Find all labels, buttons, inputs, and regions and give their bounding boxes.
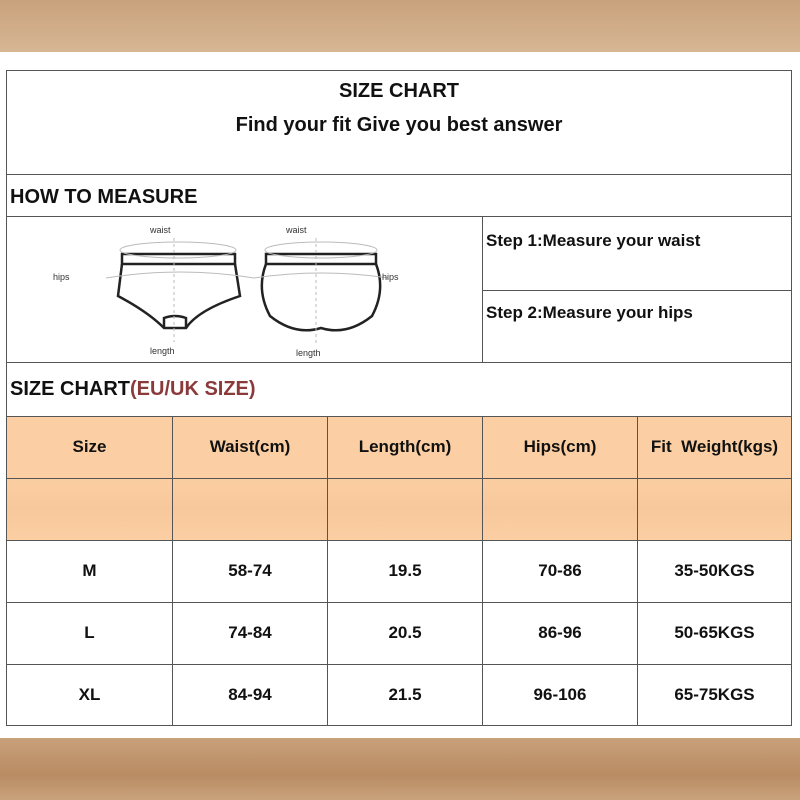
- table-cell-waist: 74-84: [228, 623, 272, 642]
- column-header: Waist(cm): [209, 437, 291, 456]
- waist-label: waist: [286, 225, 307, 235]
- table-cell-weight: 50-65KGS: [674, 623, 755, 642]
- table-cell-length: 20.5: [388, 623, 422, 642]
- page-subtitle: Find your fit Give you best answer: [235, 114, 563, 136]
- table-cell-hips: 96-106: [533, 685, 587, 704]
- background-top: [0, 0, 800, 52]
- hips-label: hips: [382, 272, 399, 282]
- table-cell-hips: 70-86: [538, 561, 582, 580]
- column-header: Fit Weight(kgs): [650, 437, 779, 456]
- table-cell-hips: 86-96: [538, 623, 582, 642]
- table-cell-weight: 65-75KGS: [674, 685, 755, 704]
- underwear-diagram-icon: [40, 220, 480, 360]
- divider: [6, 216, 792, 217]
- table-cell-weight: 35-50KGS: [674, 561, 755, 580]
- page-title: SIZE CHART: [339, 80, 459, 102]
- step-2-text: Step 2:Measure your hips: [486, 303, 693, 322]
- column-header: Size: [72, 437, 107, 456]
- length-label: length: [150, 346, 175, 356]
- size-chart-heading-sub: (EU/UK SIZE): [130, 378, 256, 400]
- size-chart-heading: [10, 378, 256, 401]
- background-bottom: [0, 738, 800, 800]
- column-header: Length(cm): [358, 437, 452, 456]
- waist-label: waist: [150, 225, 171, 235]
- column-header: Hips(cm): [523, 437, 597, 456]
- table-cell-length: 19.5: [388, 561, 422, 580]
- divider: [6, 174, 792, 175]
- divider: [6, 478, 792, 479]
- table-cell-waist: 58-74: [228, 561, 272, 580]
- divider: [482, 216, 483, 362]
- table-cell-size: XL: [78, 685, 101, 704]
- measure-diagram: [40, 220, 480, 360]
- step-1-text: Step 1:Measure your waist: [486, 231, 701, 250]
- table-cell-length: 21.5: [388, 685, 422, 704]
- length-label: length: [296, 348, 321, 358]
- divider: [482, 290, 792, 291]
- divider: [6, 362, 792, 363]
- hips-label: hips: [53, 272, 70, 282]
- table-cell-waist: 84-94: [228, 685, 272, 704]
- table-cell-size: L: [84, 623, 95, 642]
- table-cell-size: M: [82, 561, 97, 580]
- size-chart-heading-main: SIZE CHART: [10, 378, 130, 400]
- how-to-measure-heading: HOW TO MEASURE: [10, 186, 198, 208]
